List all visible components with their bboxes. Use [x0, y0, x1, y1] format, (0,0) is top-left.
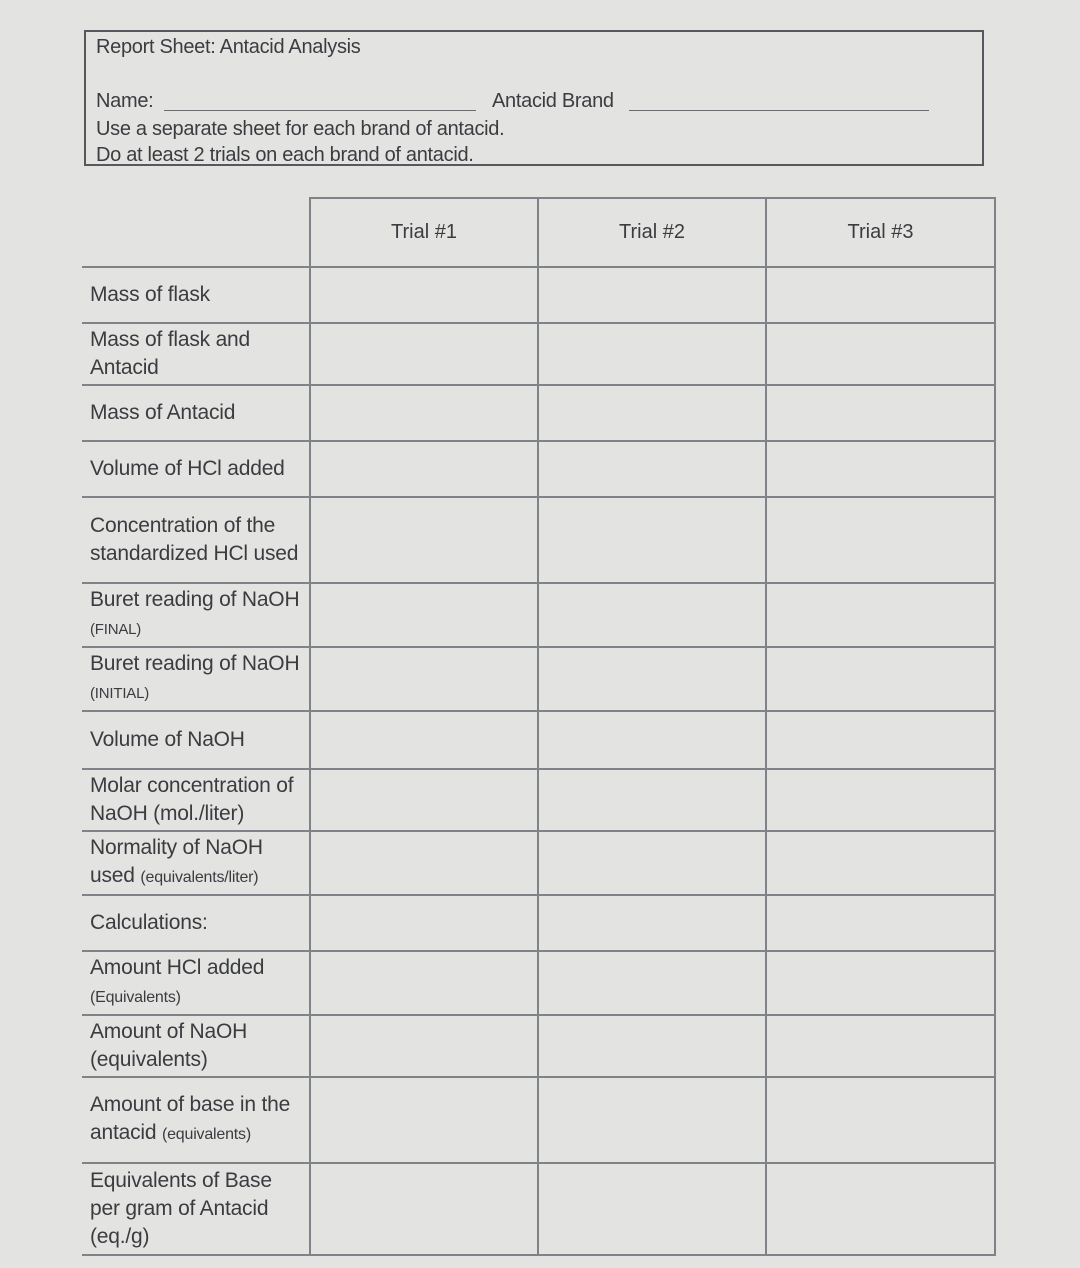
row-label-volume-naoh: Volume of NaOH: [82, 711, 310, 769]
trial-2-cell[interactable]: [538, 583, 766, 647]
column-header-trial-3: Trial #3: [766, 198, 995, 267]
header-box: [84, 30, 984, 166]
table-row: [82, 647, 995, 711]
trial-3-cell[interactable]: [766, 647, 995, 711]
antacid-brand-label: Antacid Brand: [492, 90, 614, 112]
row-label-molar-concentration-naoh: Molar concentration of NaOH (mol./liter): [82, 769, 310, 831]
trial-2-cell[interactable]: [538, 497, 766, 583]
row-label-note: (equivalents/liter): [140, 869, 259, 886]
trial-2-cell[interactable]: [538, 385, 766, 441]
table-row: [82, 831, 995, 895]
table-header-row: [82, 198, 995, 267]
trial-2-cell[interactable]: [538, 831, 766, 895]
name-label: Name:: [96, 90, 154, 112]
trial-2-cell[interactable]: [538, 441, 766, 497]
trial-2-cell[interactable]: [538, 267, 766, 323]
trial-1-cell[interactable]: [310, 951, 538, 1015]
trial-3-cell[interactable]: [766, 267, 995, 323]
row-label-mass-of-flask-and-antacid: Mass of flask and Antacid: [82, 323, 310, 385]
row-label-text: Amount HCl added: [90, 956, 265, 979]
antacid-brand-field[interactable]: [629, 110, 929, 111]
row-label-text: Buret reading of NaOH: [90, 588, 300, 611]
trial-2-cell[interactable]: [538, 711, 766, 769]
trial-3-cell[interactable]: [766, 385, 995, 441]
row-label-note: (equivalents): [161, 1126, 251, 1143]
trial-3-cell[interactable]: [766, 441, 995, 497]
trial-3-cell[interactable]: [766, 711, 995, 769]
table-row: [82, 1163, 995, 1255]
table-row: [82, 267, 995, 323]
trial-1-cell[interactable]: [310, 385, 538, 441]
trial-1-cell[interactable]: [310, 769, 538, 831]
trial-1-cell[interactable]: [310, 831, 538, 895]
row-label-buret-initial: [82, 647, 310, 711]
trial-1-cell[interactable]: [310, 895, 538, 951]
trial-3-cell[interactable]: [766, 1163, 995, 1255]
instruction-trials: Do at least 2 trials on each brand of antacid.: [96, 144, 474, 166]
trial-3-cell[interactable]: [766, 831, 995, 895]
row-label-amount-hcl: [82, 951, 310, 1015]
row-label-note: (INITIAL): [90, 685, 150, 702]
table-row: [82, 323, 995, 385]
table-row: [82, 583, 995, 647]
row-label-text: Buret reading of NaOH: [90, 652, 300, 675]
table-row: [82, 1015, 995, 1077]
trial-1-cell[interactable]: [310, 1163, 538, 1255]
table-row: [82, 441, 995, 497]
trial-3-cell[interactable]: [766, 497, 995, 583]
row-label-text: Amount of base in the antacid: [90, 1093, 291, 1144]
trial-1-cell[interactable]: [310, 323, 538, 385]
trial-1-cell[interactable]: [310, 441, 538, 497]
trial-3-cell[interactable]: [766, 895, 995, 951]
column-header-trial-2: Trial #2: [538, 198, 766, 267]
trial-3-cell[interactable]: [766, 1015, 995, 1077]
trial-1-cell[interactable]: [310, 1077, 538, 1163]
row-label-mass-of-antacid: Mass of Antacid: [82, 385, 310, 441]
name-field[interactable]: [164, 110, 476, 111]
trial-2-cell[interactable]: [538, 769, 766, 831]
trial-3-cell[interactable]: [766, 951, 995, 1015]
trial-1-cell[interactable]: [310, 647, 538, 711]
corner-cell: [82, 198, 310, 267]
trial-1-cell[interactable]: [310, 267, 538, 323]
row-label-text: Normality of NaOH used: [90, 836, 263, 887]
trial-2-cell[interactable]: [538, 323, 766, 385]
trial-3-cell[interactable]: [766, 1077, 995, 1163]
trial-3-cell[interactable]: [766, 583, 995, 647]
trial-2-cell[interactable]: [538, 895, 766, 951]
row-label-note: (FINAL): [90, 621, 142, 638]
table-row: [82, 769, 995, 831]
trial-1-cell[interactable]: [310, 1015, 538, 1077]
table-row: [82, 1077, 995, 1163]
trial-3-cell[interactable]: [766, 323, 995, 385]
trial-1-cell[interactable]: [310, 711, 538, 769]
table-row: [82, 385, 995, 441]
sheet-title: Report Sheet: Antacid Analysis: [96, 36, 361, 58]
row-label-concentration-hcl: Concentration of the standardized HCl used: [82, 497, 310, 583]
row-label-amount-base: [82, 1077, 310, 1163]
table-row: [82, 951, 995, 1015]
row-label-note: (Equivalents): [90, 989, 181, 1006]
trial-1-cell[interactable]: [310, 497, 538, 583]
table-row: [82, 497, 995, 583]
row-label-mass-of-flask: Mass of flask: [82, 267, 310, 323]
row-label-equivalents-per-gram: Equivalents of Base per gram of Antacid (eq./g): [82, 1163, 310, 1255]
row-label-normality-naoh: [82, 831, 310, 895]
column-header-trial-1: Trial #1: [310, 198, 538, 267]
trial-2-cell[interactable]: [538, 647, 766, 711]
trial-2-cell[interactable]: [538, 1015, 766, 1077]
trial-1-cell[interactable]: [310, 583, 538, 647]
table-row: [82, 711, 995, 769]
instruction-separate-sheet: Use a separate sheet for each brand of antacid.: [96, 118, 505, 140]
row-label-volume-hcl: Volume of HCl added: [82, 441, 310, 497]
row-label-calculations: Calculations:: [82, 895, 310, 951]
row-label-amount-naoh: Amount of NaOH (equivalents): [82, 1015, 310, 1077]
table-row: [82, 895, 995, 951]
report-table: [82, 197, 996, 1256]
trial-2-cell[interactable]: [538, 951, 766, 1015]
trial-3-cell[interactable]: [766, 769, 995, 831]
row-label-buret-final: [82, 583, 310, 647]
trial-2-cell[interactable]: [538, 1163, 766, 1255]
trial-2-cell[interactable]: [538, 1077, 766, 1163]
